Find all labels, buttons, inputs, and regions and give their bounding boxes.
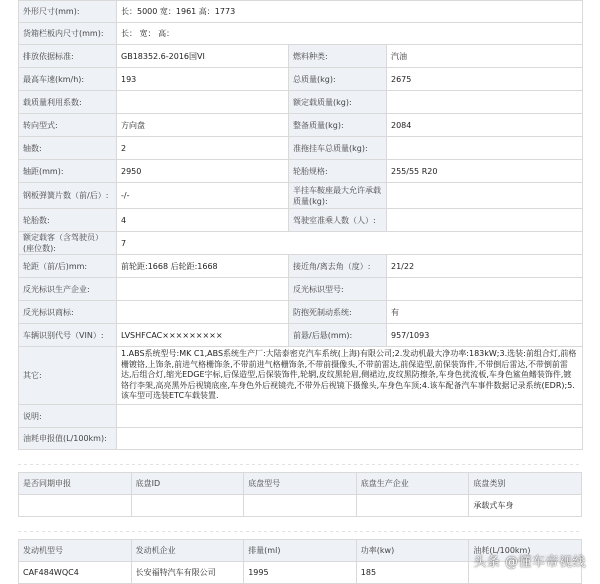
spec-label: 反光标识生产企业: (19, 278, 117, 301)
engine-header-cell: 油耗(L/100km) (469, 540, 582, 562)
spec-label: 反光标识商标: (19, 301, 117, 324)
spec-value (387, 278, 583, 301)
spec-value: 2675 (387, 68, 583, 91)
spec-value: 长： 宽： 高： (117, 23, 583, 45)
spec-row (19, 23, 583, 45)
fuel-row (19, 428, 583, 450)
section-divider (18, 531, 582, 532)
spec-value: 193 (117, 68, 289, 91)
chassis-cell (244, 495, 357, 517)
spec-value: 2 (117, 137, 289, 160)
spec-label: 轮距（前/后)mm: (19, 255, 117, 278)
spec-label: 轮胎规格: (289, 160, 387, 183)
spec-label: 防抱死制动系统: (289, 301, 387, 324)
spec-value: 汽油 (387, 45, 583, 68)
spec-row (19, 209, 583, 232)
spec-row (19, 255, 583, 278)
spec-label: 额定载质量(kg): (289, 91, 387, 114)
engine-cell: 长安福特汽车有限公司 (131, 562, 244, 584)
spec-row (19, 45, 583, 68)
other-label: 其它: (19, 347, 117, 405)
spec-label: 驾驶室准乘人数（人）: (289, 209, 387, 232)
note-label: 说明: (19, 405, 117, 428)
spec-label: 货箱栏板内尺寸(mm): (19, 23, 117, 45)
spec-row (19, 1, 583, 23)
fuel-text (117, 428, 583, 450)
engine-header-cell: 排量(ml) (244, 540, 357, 562)
other-text: 1.ABS系统型号:MK C1,ABS系统生产厂:大陆泰密克汽车系统(上海)有限公司;2.发动机最大净功率:183kW;3.选装:前组合灯,前格栅镀铬,上饰条,前进气格栅饰条,不带前进气格栅饰条,不带前摄像头,不带前雷达,前保造型,前保装饰件,不带倒后雷达,不带倒前雷达,后组合灯,缩光EDGE字标,后保造型,后保装饰件,轮辋,皮纹黑轮眉,侧裙边,皮纹黑防擦条,车身色扰流板,车身色鲨鱼鳍装饰件,镀铬行李架,高亮黑外后视镜底座,车身色外后视镜壳,不带外后视镜下摄像头,车身色车顶;4.该车配备汽车事件数据记录系统(EDR);5.该车型可选装ETC车载装置. (117, 347, 583, 405)
spec-label: 总质量(kg): (289, 68, 387, 91)
spec-value: GB18352.6-2016国VI (117, 45, 289, 68)
spec-row (19, 68, 583, 91)
engine-cell: 185 (356, 562, 469, 584)
spec-row (19, 137, 583, 160)
spec-value: 2950 (117, 160, 289, 183)
chassis-table (18, 472, 582, 517)
engine-cell: 1995 (244, 562, 357, 584)
spec-label: 前悬/后悬(mm): (289, 324, 387, 347)
spec-label: 反光标识型号: (289, 278, 387, 301)
spec-value: 21/22 (387, 255, 583, 278)
engine-cell: CAF484WQC4 (19, 562, 132, 584)
chassis-header-cell: 是否同期申报 (19, 473, 132, 495)
spec-label: 额定载客（含驾驶员）(座位数): (19, 232, 117, 255)
spec-value (117, 278, 289, 301)
spec-label: 准拖挂车总质量(kg): (289, 137, 387, 160)
spec-value (387, 209, 583, 232)
spec-label: 车辆识别代号（VIN）: (19, 324, 117, 347)
spec-value: 长：5000 宽：1961 高：1773 (117, 1, 583, 23)
engine-header-cell: 发动机型号 (19, 540, 132, 562)
other-row (19, 347, 583, 405)
spec-row (19, 301, 583, 324)
watermark: 头条 @懂车帝视线 (473, 555, 586, 570)
spec-label: 转向型式: (19, 114, 117, 137)
spec-value: 4 (117, 209, 289, 232)
spec-value (387, 91, 583, 114)
spec-value (387, 183, 583, 209)
fuel-label: 油耗申报值(L/100km): (19, 428, 117, 450)
spec-label: 轴数: (19, 137, 117, 160)
spec-value: 前轮距:1668 后轮距:1668 (117, 255, 289, 278)
main-spec-body (19, 1, 583, 347)
chassis-data-row (19, 495, 582, 517)
spec-label: 外形尺寸(mm): (19, 1, 117, 23)
spec-value (117, 301, 289, 324)
chassis-cell (131, 495, 244, 517)
spec-label: 半挂车鞍座最大允许承载质量(kg): (289, 183, 387, 209)
spec-value: 255/55 R20 (387, 160, 583, 183)
spec-label: 轮胎数: (19, 209, 117, 232)
spec-row (19, 91, 583, 114)
spec-row (19, 160, 583, 183)
spec-row (19, 183, 583, 209)
spec-label: 燃料种类: (289, 45, 387, 68)
spec-value: 有 (387, 301, 583, 324)
note-text (117, 405, 583, 428)
spec-label: 载质量利用系数: (19, 91, 117, 114)
chassis-header-cell: 底盘ID (131, 473, 244, 495)
chassis-header-cell: 底盘型号 (244, 473, 357, 495)
spec-value: -/- (117, 183, 289, 209)
chassis-header-cell: 底盘生产企业 (356, 473, 469, 495)
spec-row (19, 278, 583, 301)
section-divider (18, 464, 582, 465)
chassis-cell (356, 495, 469, 517)
chassis-header-cell: 底盘类别 (469, 473, 582, 495)
spec-value: 方向盘 (117, 114, 289, 137)
chassis-cell: 承载式车身 (469, 495, 582, 517)
spec-label: 接近角/离去角（度）: (289, 255, 387, 278)
spec-row (19, 324, 583, 347)
spec-value (387, 137, 583, 160)
chassis-cell (19, 495, 132, 517)
spec-label: 整备质量(kg): (289, 114, 387, 137)
spec-value: LVSHFCAC××××××××× (117, 324, 289, 347)
spec-value: 957/1093 (387, 324, 583, 347)
spec-label: 轴距(mm): (19, 160, 117, 183)
note-row (19, 405, 583, 428)
engine-header-cell: 发动机企业 (131, 540, 244, 562)
spec-value (117, 91, 289, 114)
spec-value: 2084 (387, 114, 583, 137)
spec-label: 排放依据标准: (19, 45, 117, 68)
spec-sheet (18, 0, 582, 584)
spec-row (19, 232, 583, 255)
spec-row (19, 114, 583, 137)
chassis-header-row (19, 473, 582, 495)
spec-value: 7 (117, 232, 583, 255)
engine-header-cell: 功率(kw) (356, 540, 469, 562)
spec-label: 最高车速(km/h): (19, 68, 117, 91)
spec-label: 钢板弹簧片数（前/后）: (19, 183, 117, 209)
main-spec-table (18, 0, 583, 450)
